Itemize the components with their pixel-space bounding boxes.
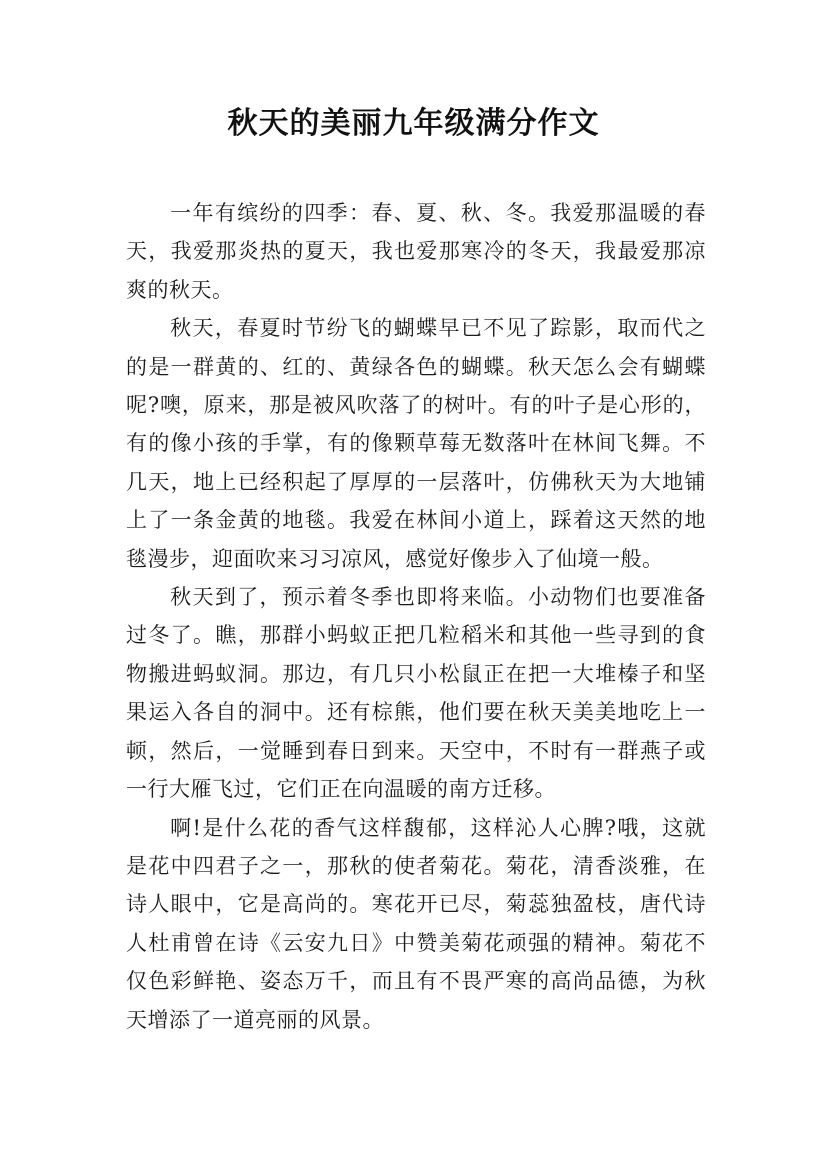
paragraph-2: 秋天，春夏时节纷飞的蝴蝶早已不见了踪影，取而代之的是一群黄的、红的、黄绿各色的蝴蝶。秋天怎么会有蝴蝶呢?噢，原来，那是被风吹落了的树叶。有的叶子是心形的，有的像小孩的手掌，有的像颗草莓无数落叶在林间飞舞。不几天，地上已经积起了厚厚的一层落叶，仿佛秋天为大地铺上了一条金黄的地毯。我爱在林间小道上，踩着这天然的地毯漫步，迎面吹来习习凉风，感觉好像步入了仙境一般。 [126, 316, 706, 571]
paragraph-4: 啊!是什么花的香气这样馥郁，这样沁人心脾?哦，这就是花中四君子之一，那秋的使者菊花。菊花，清香淡雅，在诗人眼中，它是高尚的。寒花开已尽，菊蕊独盈枝，唐代诗人杜甫曾在诗《云安九日》中赞美菊花顽强的精神。菊花不仅色彩鲜艳、姿态万千，而且有不畏严寒的高尚品德，为秋天增添了一道亮丽的风景。 [126, 815, 706, 1032]
essay-body [126, 194, 706, 1039]
paragraph-1: 一年有缤纷的四季：春、夏、秋、冬。我爱那温暖的春天，我爱那炎热的夏天，我也爱那寒冷的冬天，我最爱那凉爽的秋天。 [126, 201, 706, 302]
paragraph-3: 秋天到了，预示着冬季也即将来临。小动物们也要准备过冬了。瞧，那群小蚂蚁正把几粒稻米和其他一些寻到的食物搬进蚂蚁洞。那边，有几只小松鼠正在把一大堆榛子和坚果运入各自的洞中。还有棕熊，他们要在秋天美美地吃上一顿，然后，一觉睡到春日到来。天空中，不时有一群燕子或一行大雁飞过，它们正在向温暖的南方迁移。 [126, 585, 706, 802]
page-title: 秋天的美丽九年级满分作文 [227, 106, 600, 141]
